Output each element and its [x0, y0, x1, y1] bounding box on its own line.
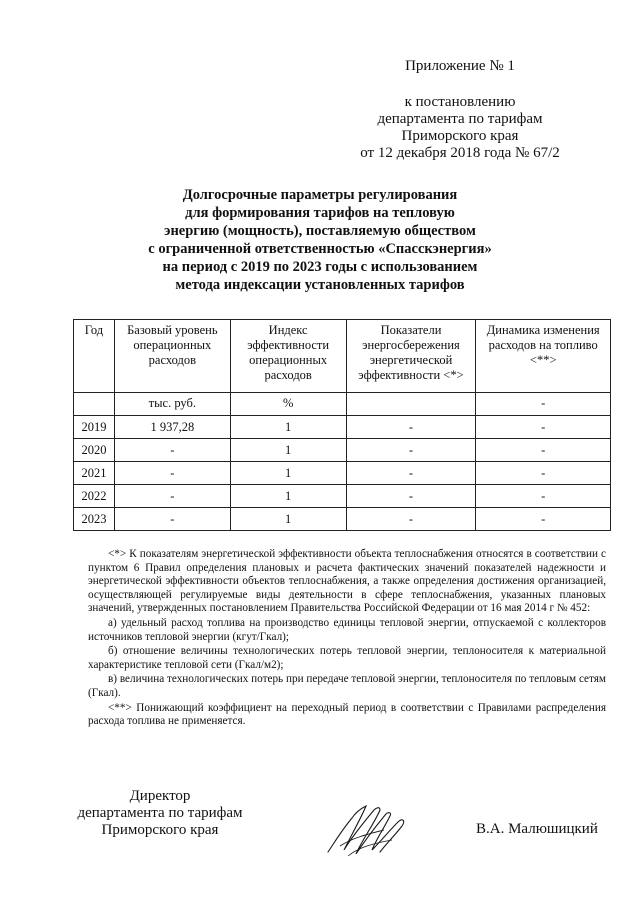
- table-cell: [346, 393, 476, 416]
- table-cell: 1: [230, 508, 346, 531]
- table-cell: 2023: [74, 508, 115, 531]
- table-cell: 1: [230, 439, 346, 462]
- header-cell-efficiency-index: Индекс эффективности операционных расходов: [230, 320, 346, 393]
- title-line: с ограниченной ответственностью «Спасскэнергия»: [148, 241, 492, 257]
- title-line: энергию (мощность), поставляемую обществом: [164, 223, 476, 239]
- header-cell-fuel-dynamics: Динамика изменения расходов на топливо <**>: [476, 320, 611, 393]
- table-cell: -: [114, 508, 230, 531]
- header-cell-base-level: Базовый уровень операционных расходов: [114, 320, 230, 393]
- title-line: для формирования тарифов на тепловую: [185, 205, 455, 221]
- footnote-1: <*> К показателям энергетической эффективности объекта теплоснабжения относятся в соответствии с пунктом 6 Правил определения плановых и расчета фактических значений показателей надежности и энергетической эффективности объектов теплоснабжения, а также определения достижения организацией, осуществляющей регулируемые виды деятельности в сфере теплоснабжения, указанных плановых значений, утвержденных постановлением Правительства Российской Федерации от 16 мая 2014 г № 452:: [88, 548, 606, 615]
- table-cell: -: [346, 439, 476, 462]
- table-units-row: [74, 393, 611, 416]
- header-cell-year: Год: [74, 320, 115, 393]
- table-cell: 2022: [74, 485, 115, 508]
- table-cell: -: [346, 485, 476, 508]
- footnote-2: <**> Понижающий коэффициент на переходный период в соответствии с Правилами распределения расхода топлива не применяется.: [88, 701, 606, 728]
- table-row: [74, 439, 611, 462]
- table-cell: [74, 393, 115, 416]
- table-cell: 2020: [74, 439, 115, 462]
- table-cell: %: [230, 393, 346, 416]
- table-row: [74, 462, 611, 485]
- document-title: [0, 186, 640, 294]
- footnote-item-v: в) величина технологических потерь при передаче тепловой энергии, теплоносителя по тепловым сетям (Гкал).: [88, 673, 606, 699]
- footnote-item-b: б) отношение величины технологических потерь тепловой энергии, теплоносителя к материальной характеристике тепловой сети (Гкал/м2);: [88, 645, 606, 671]
- position-line: департамента по тарифам: [77, 805, 243, 821]
- table-cell: 1 937,28: [114, 416, 230, 439]
- signatory-name: В.А. Малюшицкий: [476, 821, 598, 837]
- table-cell: 1: [230, 416, 346, 439]
- header-line-3: Приморского края: [401, 128, 519, 144]
- title-line: Долгосрочные параметры регулирования: [182, 187, 458, 203]
- table-cell: -: [346, 508, 476, 531]
- position-line: Приморского края: [101, 822, 219, 838]
- header-line-1: к постановлению: [404, 94, 516, 110]
- table-cell: -: [114, 439, 230, 462]
- title-line: метода индексации установленных тарифов: [175, 277, 465, 293]
- table-row: [74, 416, 611, 439]
- table-cell: -: [476, 416, 611, 439]
- table-row: [74, 508, 611, 531]
- table-cell: -: [476, 393, 611, 416]
- table-cell: -: [346, 462, 476, 485]
- table-cell: -: [114, 485, 230, 508]
- title-line: на период с 2019 по 2023 годы с использованием: [162, 259, 478, 275]
- table-cell: тыс. руб.: [114, 393, 230, 416]
- table-header-row: [74, 320, 611, 393]
- footnote-item-a: а) удельный расход топлива на производство единицы тепловой энергии, отпускаемой с коллекторов источников тепловой энергии (кгут/Гкал);: [88, 616, 606, 643]
- table-cell: -: [346, 416, 476, 439]
- signatory-position: [60, 788, 260, 839]
- header-cell-energy-saving: Показатели энергосбережения энергетической эффективности <*>: [346, 320, 476, 393]
- table-cell: -: [476, 462, 611, 485]
- footnotes: [88, 548, 606, 730]
- handwritten-signature: [322, 800, 412, 862]
- table-cell: -: [476, 439, 611, 462]
- table-cell: 2021: [74, 462, 115, 485]
- table-cell: -: [476, 508, 611, 531]
- annex-number: Приложение № 1: [405, 58, 515, 74]
- table-cell: 1: [230, 462, 346, 485]
- document-header: [300, 58, 620, 162]
- table-cell: 1: [230, 485, 346, 508]
- header-line-2: департамента по тарифам: [377, 111, 543, 127]
- table-cell: -: [476, 485, 611, 508]
- table-row: [74, 485, 611, 508]
- position-line: Директор: [129, 788, 191, 804]
- table-cell: -: [114, 462, 230, 485]
- table-cell: 2019: [74, 416, 115, 439]
- header-line-4: от 12 декабря 2018 года № 67/2: [360, 145, 560, 161]
- parameters-table: [73, 319, 611, 531]
